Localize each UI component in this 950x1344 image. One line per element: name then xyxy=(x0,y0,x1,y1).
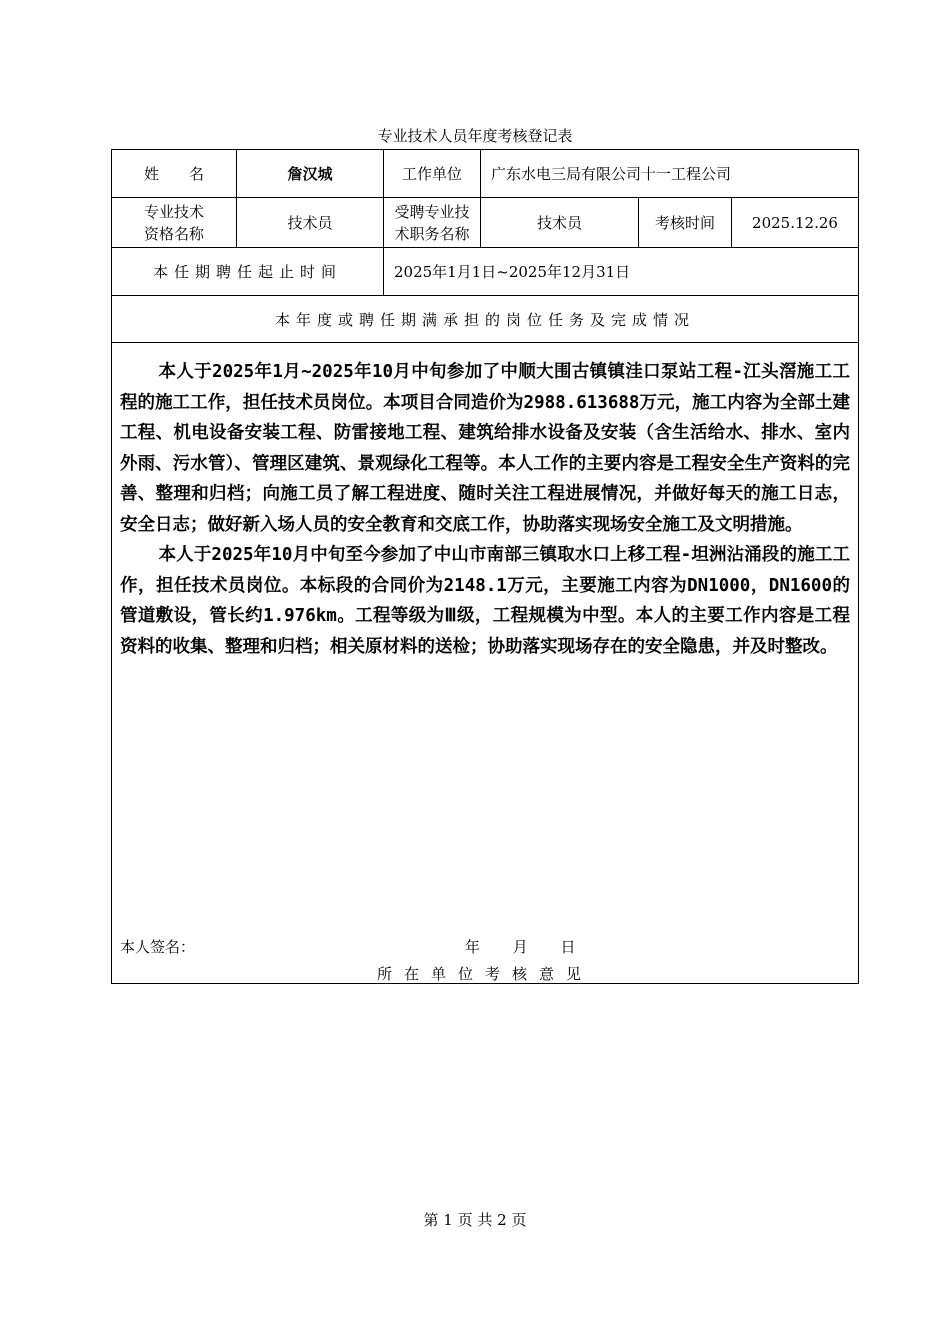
assessment-form-table xyxy=(111,149,859,984)
position-label xyxy=(384,198,481,248)
position-value: 技术员 xyxy=(481,198,639,248)
page-footer: 第 1 页 共 2 页 xyxy=(423,1211,527,1229)
position-label-line1: 受聘专业技 xyxy=(394,202,470,221)
term-value: 2025年1月1日~2025年12月31日 xyxy=(384,248,859,296)
review-time-value: 2025.12.26 xyxy=(732,198,859,248)
duties-text xyxy=(112,343,858,662)
position-label-line2: 术职务名称 xyxy=(394,224,470,243)
qualification-label xyxy=(112,198,237,248)
qualification-value: 技术员 xyxy=(237,198,384,248)
work-unit-value: 广东水电三局有限公司十一工程公司 xyxy=(481,150,859,198)
qualification-label-line1: 专业技术 xyxy=(143,202,204,221)
review-time-label: 考核时间 xyxy=(639,198,732,248)
duties-paragraph-1: 本人于2025年1月~2025年10月中旬参加了中顺大围古镇镇洼口泵站工程-江头滘施工工程的施工工作，担任技术员岗位。本项目合同造价为2988.613688万元，施工内容为全部土建工程、机电设备安装工程、防雷接地工程、建筑给排水设备及安装（含生活给水、排水、室内外雨、污水管）、管理区建筑、景观绿化工程等。本人工作的主要内容是工程安全生产资料的完善、整理和归档；向施工员了解工程进度、随时关注工程进展情况，并做好每天的施工日志，安全日志；做好新入场人员的安全教育和交底工作，协助落实现场安全施工及文明措施。 xyxy=(120,362,850,535)
qualification-label-line2: 资格名称 xyxy=(143,224,204,243)
duties-header: 本年度或聘任期满承担的岗位任务及完成情况 xyxy=(112,296,859,343)
document-title: 专业技术人员年度考核登记表 xyxy=(377,127,573,145)
signature-label: 本人签名： xyxy=(120,938,196,956)
work-unit-label: 工作单位 xyxy=(384,150,481,198)
name-label: 姓 名 xyxy=(112,150,237,198)
duties-content-cell xyxy=(112,343,859,984)
term-label: 本任期聘任起止时间 xyxy=(112,248,384,296)
name-value: 詹汉城 xyxy=(237,150,384,198)
duties-paragraph-2: 本人于2025年10月中旬至今参加了中山市南部三镇取水口上移工程-坦洲沾涌段的施工工作，担任技术员岗位。本标段的合同价为2148.1万元，主要施工内容为DN1000，DN1600的管道敷设，管长约1.976km。工程等级为Ⅲ级，工程规模为中型。本人的主要工作内容是工程资料的收集、整理和归档；相关原材料的送检；协助落实现场存在的安全隐患，并及时整改。 xyxy=(120,545,850,657)
unit-opinion-label: 所在单位考核意见 xyxy=(376,965,593,983)
signature-date-label: 年 月 日 xyxy=(465,938,590,956)
